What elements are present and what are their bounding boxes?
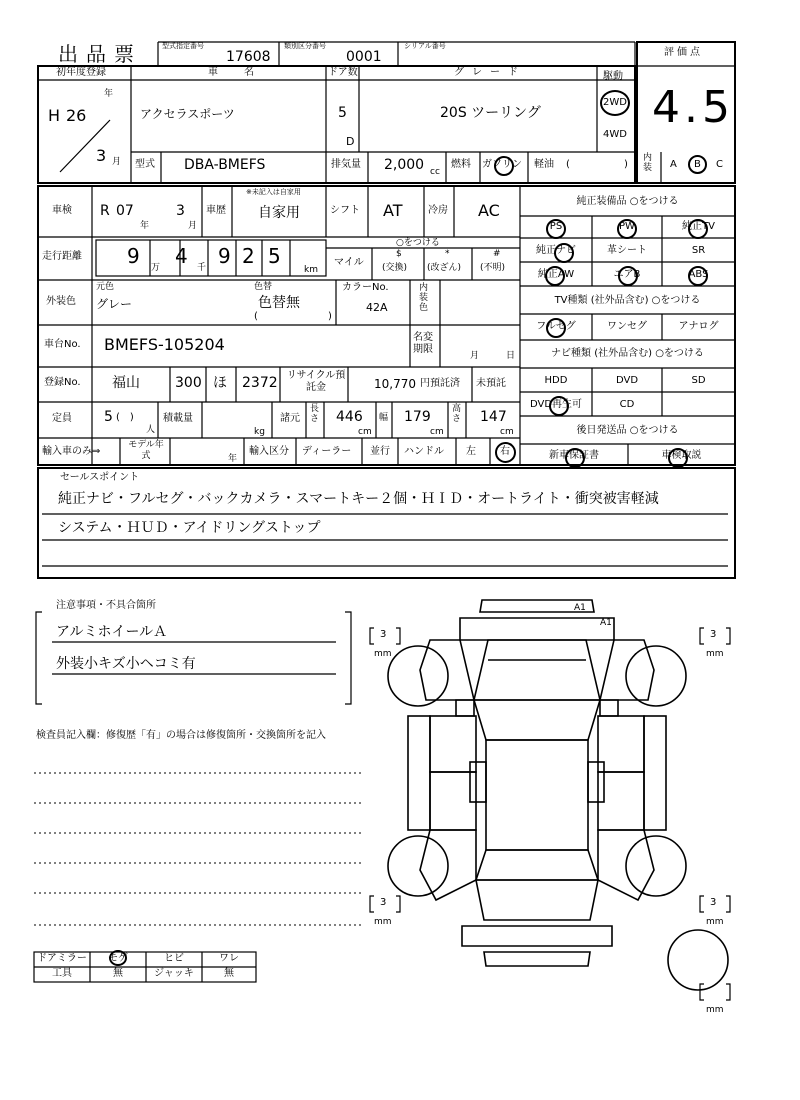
drive-2wd-circle [600, 90, 630, 116]
name-change-label: 名変期限 [413, 332, 433, 355]
equipment-pw: PW [619, 221, 635, 232]
rating-value: 4.5 [652, 82, 734, 133]
height-unit: cm [500, 427, 514, 437]
displacement-label: 排気量 [331, 159, 361, 170]
aircon-label: 冷房 [428, 205, 448, 216]
navi-sd: SD [691, 375, 706, 386]
tv-fullseg-circle [546, 318, 566, 338]
capacity-label: 定員 [52, 413, 72, 424]
type-designation-value: 17608 [226, 49, 271, 65]
later-manual-circle [668, 448, 688, 468]
width-label: 幅 [379, 413, 389, 423]
handle-right: 右 [500, 446, 510, 457]
form-title: 出品票 [58, 42, 142, 66]
width-unit: cm [430, 427, 444, 437]
drive-4wd: 4WD [603, 129, 627, 140]
tv-fullseg: フルセグ [536, 321, 576, 332]
equipment-navi: 純正ナビ [536, 245, 576, 256]
equipment-airbag-circle [618, 266, 638, 286]
navi-dvd-play-circle [549, 396, 569, 416]
name-change-day: 日 [506, 351, 516, 361]
equipment-tv-circle [688, 219, 708, 239]
history-label: 車歴 [206, 205, 226, 216]
equipment-abs: ABS [688, 269, 709, 280]
equipment-pw-circle [617, 219, 637, 239]
mileage-digit-1: 9 [127, 244, 140, 268]
jack-value: 無 [224, 968, 234, 979]
equipment-title: 純正装備品 ○をつける [576, 196, 679, 207]
equipment-tv: 純正TV [682, 221, 715, 232]
reg-class: 300 [175, 375, 202, 391]
tire-unit-front-right: mm [706, 649, 724, 659]
color-no-value: 42A [366, 301, 388, 314]
tire-unit-rear-right: mm [706, 917, 724, 927]
chassis-number: BMEFS-105204 [104, 335, 225, 354]
notes-label: 注意事項・不具合箇所 [56, 600, 156, 611]
equipment-ps: PS [549, 221, 563, 232]
car-diagram [388, 600, 728, 990]
mileage-label: 走行距離 [42, 251, 82, 262]
equipment-leather: 革シート [607, 245, 647, 256]
sales-label: セールスポイント [60, 472, 140, 483]
rating-label: 評価点 [664, 47, 703, 58]
notes-line-2: 外装小キズ小ヘコミ有 [56, 656, 196, 672]
equipment-abs-circle [688, 266, 708, 286]
later-warranty-circle [565, 448, 585, 468]
repaint-value: 色替無 [258, 295, 300, 311]
mileage-digit-4: 2 [242, 244, 255, 268]
mileage-altered: (改ざん) [427, 263, 462, 273]
tire-unit-rear-left: mm [374, 917, 392, 927]
reg-month: 3 [96, 146, 107, 165]
interior-c: C [716, 159, 723, 170]
handle-left: 左 [466, 446, 476, 457]
shift-value: AT [383, 201, 403, 220]
recycle-paid: 円預託済 [420, 378, 460, 389]
broken-label: ワレ [219, 953, 239, 964]
equipment-aw: 純正AW [537, 269, 575, 280]
tools-value: 無 [113, 968, 123, 979]
later-manual: 車検取説 [661, 450, 702, 461]
navi-dvd-play: DVD再生可 [529, 399, 583, 410]
tire-depth-front-right: 3 [710, 629, 717, 640]
grade-label: グレード [454, 67, 526, 78]
navi-cd: CD [619, 399, 635, 410]
repaint-label: 色替 [254, 282, 273, 292]
fuel-label: 燃料 [451, 159, 471, 170]
shaken-month-unit: 月 [188, 221, 198, 231]
crack-label: ヒビ [164, 953, 184, 964]
interior-b-circle [688, 155, 707, 174]
mileage-exchange: (交換) [382, 263, 408, 273]
reg-number-label: 登録No. [44, 377, 81, 388]
reg-year: 26 [66, 106, 87, 125]
mirror-value-circle [109, 950, 127, 966]
fuel-paren-open: ( [566, 159, 570, 170]
length-value: 446 [336, 409, 363, 425]
capacity-unit: 人 [146, 425, 156, 435]
shaken-year-unit: 年 [140, 221, 150, 231]
mirror-value: モゲ [108, 953, 128, 964]
shaken-year: 07 [116, 203, 134, 219]
interior-b: B [694, 159, 701, 170]
import-parallel: 並行 [370, 446, 390, 457]
fuel-gasoline: ガソリン [482, 159, 522, 170]
mileage-unit-man: 万 [151, 263, 161, 273]
reg-year-unit: 年 [104, 89, 114, 99]
color-no-label: カラーNo. [342, 282, 389, 293]
shoulder-label: 諸元 [280, 413, 300, 424]
import-label: 輸入車のみ⇒ [42, 446, 101, 457]
door-type: D [346, 135, 355, 148]
length-unit: cm [358, 427, 372, 437]
length-label: 長さ [310, 404, 320, 424]
handle-right-circle [495, 442, 516, 463]
fuel-diesel: 軽油 [534, 159, 554, 170]
tv-oneseg: ワンセグ [607, 321, 647, 332]
reg-era: H [48, 106, 61, 125]
grade-value: 20S ツーリング [440, 105, 541, 121]
reg-region: 福山 [112, 375, 140, 391]
navi-dvd: DVD [615, 375, 639, 386]
repaint-paren-close: ) [328, 311, 332, 322]
mileage-digit-2: 4 [175, 244, 188, 268]
equipment-sr: SR [691, 245, 706, 256]
equipment-ps-circle [546, 219, 566, 239]
reg-number: 2372 [242, 375, 278, 391]
mileage-mile: マイル [334, 257, 364, 268]
fuel-gasoline-circle [494, 156, 514, 176]
import-class-label: 輸入区分 [249, 446, 289, 457]
history-note: ※未記入は自家用 [246, 188, 301, 196]
inspector-label: 検査員記入欄：修復歴「有」の場合は修復箇所・交換箇所を記入 [36, 730, 326, 741]
capacity-paren: ( ) [116, 412, 134, 423]
later-warranty: 新車保証書 [549, 450, 599, 461]
tire-depth-front-left: 3 [380, 629, 387, 640]
fuel-paren-close: ) [624, 159, 628, 170]
mileage-unknown-mark: # [493, 249, 501, 259]
later-title: 後日発送品 ○をつける [576, 425, 679, 436]
load-unit: kg [254, 427, 265, 437]
equipment-navi-circle [554, 243, 574, 263]
model-label: 型式 [135, 159, 155, 170]
equipment-airbag: エアB [613, 269, 641, 280]
model-year-unit: 年 [228, 454, 238, 464]
doors-value: 5 [338, 105, 347, 121]
tv-title: TV種類 (社外品含む) ○をつける [554, 295, 701, 306]
tire-depth-rear-right: 3 [710, 897, 717, 908]
mirror-label: ドアミラー [37, 953, 87, 964]
history-value: 自家用 [258, 205, 300, 221]
width-value: 179 [404, 409, 431, 425]
tire-unit-spare: mm [706, 1005, 724, 1015]
recycle-label: リサイクル預託金 [286, 370, 346, 393]
height-value: 147 [480, 409, 507, 425]
tools-label: 工具 [52, 968, 72, 979]
mileage-circle-note: ○をつける [396, 238, 440, 248]
sales-line-2: システム・ＨＵＤ・アイドリングストップ [58, 520, 321, 536]
doors-label: ドア数 [328, 67, 358, 78]
shift-label: シフト [330, 205, 360, 216]
mileage-digit-5: 5 [268, 244, 281, 268]
displacement-value: 2,000 [384, 157, 425, 173]
capacity-value: 5 [104, 409, 113, 425]
height-label: 高さ [452, 404, 462, 424]
navi-hdd: HDD [544, 375, 568, 386]
equipment-aw-circle [545, 266, 565, 286]
original-color: グレー [96, 297, 133, 311]
mileage-unknown: (不明) [480, 263, 506, 273]
import-dealer: ディーラー [302, 446, 352, 457]
car-name: アクセラスポーツ [140, 107, 235, 121]
handle-label: ハンドル [404, 446, 444, 457]
jack-label: ジャッキ [154, 968, 194, 979]
mileage-exchange-mark: $ [396, 249, 402, 259]
load-label: 積載量 [163, 413, 193, 424]
tire-depth-rear-left: 3 [380, 897, 387, 908]
mileage-unit-km: km [304, 265, 318, 275]
name-change-month: 月 [470, 351, 480, 361]
drive-label: 駆動 [603, 71, 623, 82]
model-year-label: モデル年式 [128, 440, 164, 461]
interior-label: 内装 [643, 153, 653, 173]
displacement-unit: cc [430, 167, 440, 177]
mileage-unit-sen: 千 [197, 263, 207, 273]
aircon-value: AC [478, 201, 500, 220]
tv-analog: アナログ [678, 321, 719, 332]
category-label: 類別区分番号 [284, 42, 326, 50]
notes-line-1: アルミホイールＡ [56, 624, 168, 640]
shaken-label: 車検 [52, 205, 72, 216]
chassis-label: 車台No. [44, 339, 81, 350]
recycle-amount: 10,770 [374, 377, 416, 391]
first-reg-label: 初年度登録 [56, 67, 106, 78]
category-value: 0001 [346, 49, 382, 65]
reg-kana: ほ [213, 375, 227, 391]
repaint-paren-open: ( [254, 311, 258, 322]
interior-color-label: 内装色 [419, 283, 429, 313]
tire-unit-front-left: mm [374, 649, 392, 659]
navi-title: ナビ種類 (社外品含む) ○をつける [551, 348, 704, 359]
damage-mark-a1-front-bumper: A1 [574, 603, 586, 613]
original-color-label: 元色 [96, 282, 115, 292]
type-designation-label: 型式指定番号 [162, 42, 204, 50]
model-value: DBA-BMEFS [184, 157, 266, 173]
serial-label: シリアル番号 [404, 42, 446, 50]
reg-month-unit: 月 [112, 157, 122, 167]
damage-mark-a1-front-panel: A1 [600, 618, 612, 628]
sales-line-1: 純正ナビ・フルセグ・バックカメラ・スマートキー２個・ＨＩＤ・オートライト・衝突被害軽減 [58, 491, 659, 507]
car-name-label: 車 名 [208, 67, 262, 78]
mileage-digit-3: 9 [218, 244, 231, 268]
exterior-color-label: 外装色 [46, 296, 76, 307]
recycle-unpaid: 未預託 [476, 378, 506, 389]
shaken-month: 3 [176, 203, 185, 219]
shaken-era: R [100, 203, 110, 219]
interior-a: A [670, 159, 677, 170]
drive-2wd: 2WD [603, 97, 627, 108]
mileage-altered-mark: * [445, 249, 450, 259]
